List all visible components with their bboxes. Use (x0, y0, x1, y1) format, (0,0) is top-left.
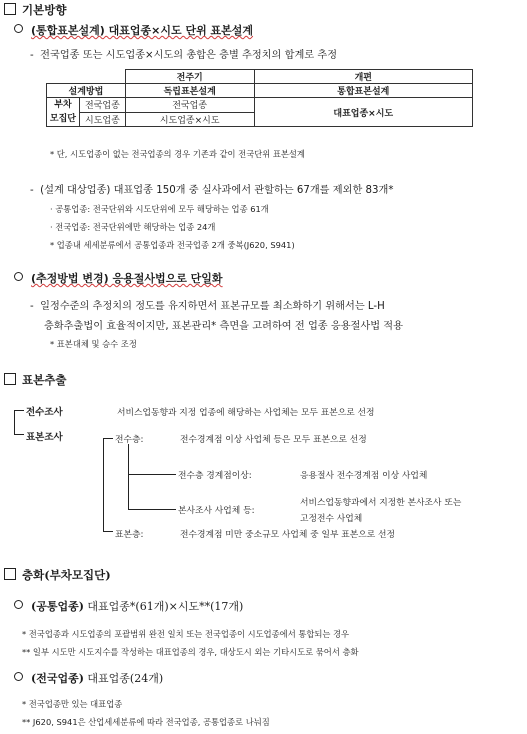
dash-total-estimation: - 전국업종 또는 시도업종×시도의 총합은 층별 추정치의 합계로 추정 (30, 50, 338, 61)
cell-regional-industry-value: 시도업종×시도 (125, 112, 254, 127)
section-title-stratification: 층화(부차모집단) (4, 567, 111, 583)
note-common-coverage: * 전국업종과 시도업종의 포괄범위 완전 일치 또는 전국업종이 시도업종에서 통합되는 경우 (22, 629, 350, 639)
note-sample-replacement: * 표본대체 및 승수 조정 (50, 339, 137, 349)
circle-bullet-icon (14, 24, 23, 33)
cell-independent-design: 독립표본설계 (125, 84, 254, 98)
label-threshold: 전수층 경계점이상: (178, 471, 252, 481)
label-full-layer: 전수층: (115, 435, 144, 445)
cell-regional-industry-label: 시도업종 (79, 112, 125, 127)
desc-full-layer: 전수경계점 이상 사업체 등은 모두 표본으로 선정 (180, 435, 367, 445)
desc-hq-line2: 고정전수 사업체 (300, 514, 363, 524)
label-census: 전수조사 (26, 407, 63, 418)
desc-census: 서비스업동향과 지정 업종에 해당하는 사업체는 모두 표본으로 선정 (117, 408, 375, 418)
checkbox-square-icon (4, 373, 16, 385)
tree-line (14, 434, 24, 435)
section-title-basic-direction: 기본방향 (4, 2, 66, 18)
cell-representative-by-region: 대표업종×시도 (254, 98, 472, 127)
dash-estimation-line1: - 일정수준의 추정치의 정도를 유지하면서 표본규모를 최소화하기 위해서는 L-H (30, 301, 385, 312)
cell-national-industry-label: 전국업종 (79, 98, 125, 113)
checkbox-square-icon (4, 3, 16, 15)
dash-estimation-line2: 층화추출법이 효율적이지만, 표본관리* 측면을 고려하여 전 업종 응용절사법 적용 (44, 321, 403, 332)
note-national-only-rep: * 전국업종만 있는 대표업종 (22, 699, 123, 709)
label-hq-survey: 본사조사 사업체 등: (178, 506, 255, 516)
tree-line (103, 438, 113, 439)
note-split-classification: ** J620, S941은 산업세세분류에 따라 전국업종, 공통업종로 나눠짐 (22, 717, 270, 727)
tree-line (128, 444, 129, 509)
section-title-sampling: 표본추출 (4, 372, 66, 388)
row-label-subpopulation: 부차 모집단 (47, 98, 80, 127)
design-comparison-table (46, 69, 473, 127)
tree-line (128, 474, 176, 475)
desc-hq-line1: 서비스업동향과에서 지정한 본사조사 또는 (300, 498, 462, 508)
note-common-other-regions: ** 일부 시도만 시도지수를 작성하는 대표업종의 경우, 대상도시 외는 기타시도로 묶어서 층화 (22, 647, 359, 657)
desc-sample-layer: 전수경계점 미만 중소규모 사업체 중 일부 표본으로 선정 (180, 530, 396, 540)
tree-line (14, 410, 24, 411)
circle-bullet-icon (14, 272, 23, 281)
note-national-only: * 단, 시도업종이 없는 전국업종의 경우 기존과 같이 전국단위 표본설계 (50, 149, 305, 159)
sub-common-industries: · 공통업종: 전국단위와 시도단위에 모두 해당하는 업종 61개 (50, 204, 269, 214)
label-sample-survey: 표본조사 (26, 432, 63, 443)
dash-target-industries: - (설계 대상업종) 대표업종 150개 중 실사과에서 관할하는 67개를 제외한 83개* (30, 185, 394, 196)
desc-threshold: 응용절사 전수경계점 이상 사업체 (300, 471, 428, 481)
cell-integrated-design: 통합표본설계 (254, 84, 472, 98)
circle-bullet-icon (14, 600, 23, 609)
note-duplicate-industries: * 업종내 세세분류에서 공통업종과 전국업종 2개 중복(J620, S941) (50, 240, 295, 250)
tree-line (103, 438, 104, 531)
header-previous-cycle: 전주기 (125, 70, 254, 84)
circle-bullet-icon (14, 672, 23, 681)
bullet-estimation-method: (추정방법 변경) 응용절사법으로 단일화 (14, 270, 223, 286)
label-sample-layer: 표본층: (115, 530, 144, 540)
bullet-integrated-design: (통합표본설계) 대표업종×시도 단위 표본설계 (14, 22, 253, 38)
row-label-design-method: 설계방법 (47, 84, 126, 98)
tree-line (14, 410, 15, 434)
cell-national-industry-value: 전국업종 (125, 98, 254, 113)
group-common-industries: (공통업종) 대표업종*(61개)×시도**(17개) (14, 598, 243, 614)
tree-line (128, 509, 176, 510)
group-national-industries: (전국업종) 대표업종(24개) (14, 670, 163, 686)
tree-line (103, 531, 113, 532)
sub-national-industries: · 전국업종: 전국단위에만 해당하는 업종 24개 (50, 222, 216, 232)
header-revision: 개편 (254, 70, 472, 84)
checkbox-square-icon (4, 568, 16, 580)
